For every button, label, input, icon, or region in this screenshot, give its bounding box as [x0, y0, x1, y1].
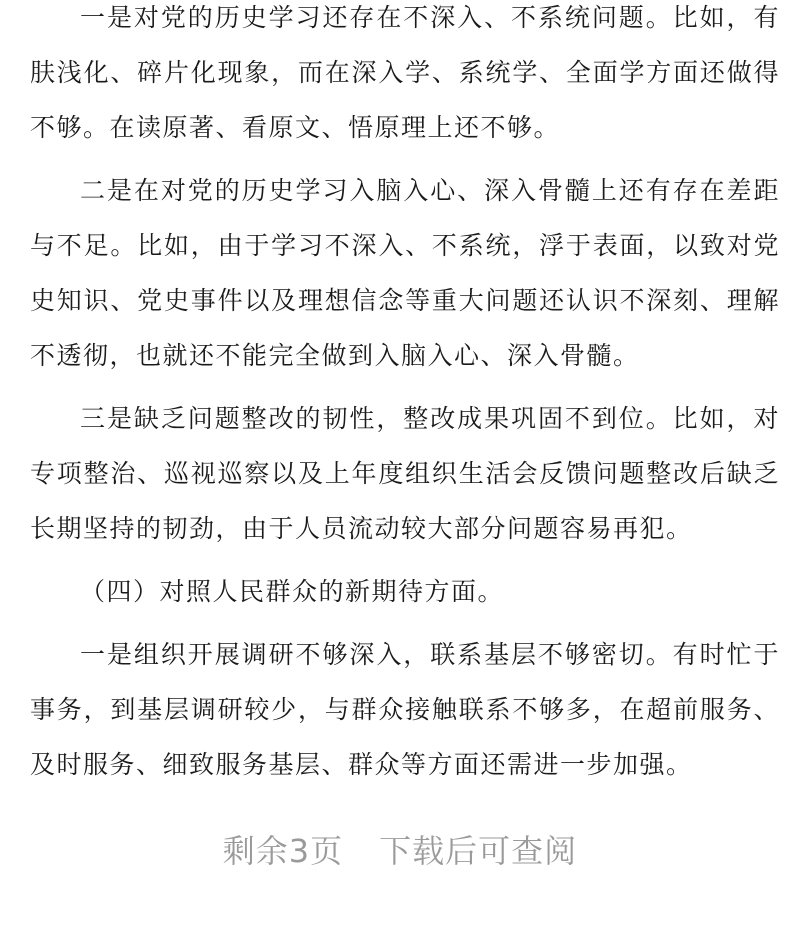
paragraph-2: 二是在对党的历史学习入脑入心、深入骨髓上还有存在差距与不足。比如，由于学习不深入、不系统，浮于表面，以致对党史知识、党史事件以及理想信念等重大问题还认识不深刻、理解不透彻，也就还不能完全做到入脑入心、深入骨髓。 — [30, 176, 780, 370]
paragraph-1: 一是对党的历史学习还存在不深入、不系统问题。比如，有肤浅化、碎片化现象，而在深入学、系统学、全面学方面还做得不够。在读原著、看原文、悟原理上还不够。 — [30, 3, 780, 142]
remaining-pages-label: 剩余3页 — [222, 832, 344, 870]
paragraph-3: 三是缺乏问题整改的韧性，整改成果巩固不到位。比如，对专项整治、巡视巡察以及上年度组织生活会反馈问题整改后缺乏长期坚持的韧劲，由于人员流动较大部分问题容易再犯。 — [30, 404, 780, 543]
download-prompt[interactable] — [0, 826, 800, 872]
paragraph-4: 一是组织开展调研不够深入，联系基层不够密切。有时忙于事务，到基层调研较少，与群众接触联系不够多，在超前服务、及时服务、细致服务基层、群众等方面还需进一步加强。 — [30, 640, 780, 779]
section-heading: （四）对照人民群众的新期待方面。 — [80, 577, 505, 606]
document-body — [30, 0, 780, 792]
download-hint-label: 下载后可查阅 — [379, 832, 578, 870]
